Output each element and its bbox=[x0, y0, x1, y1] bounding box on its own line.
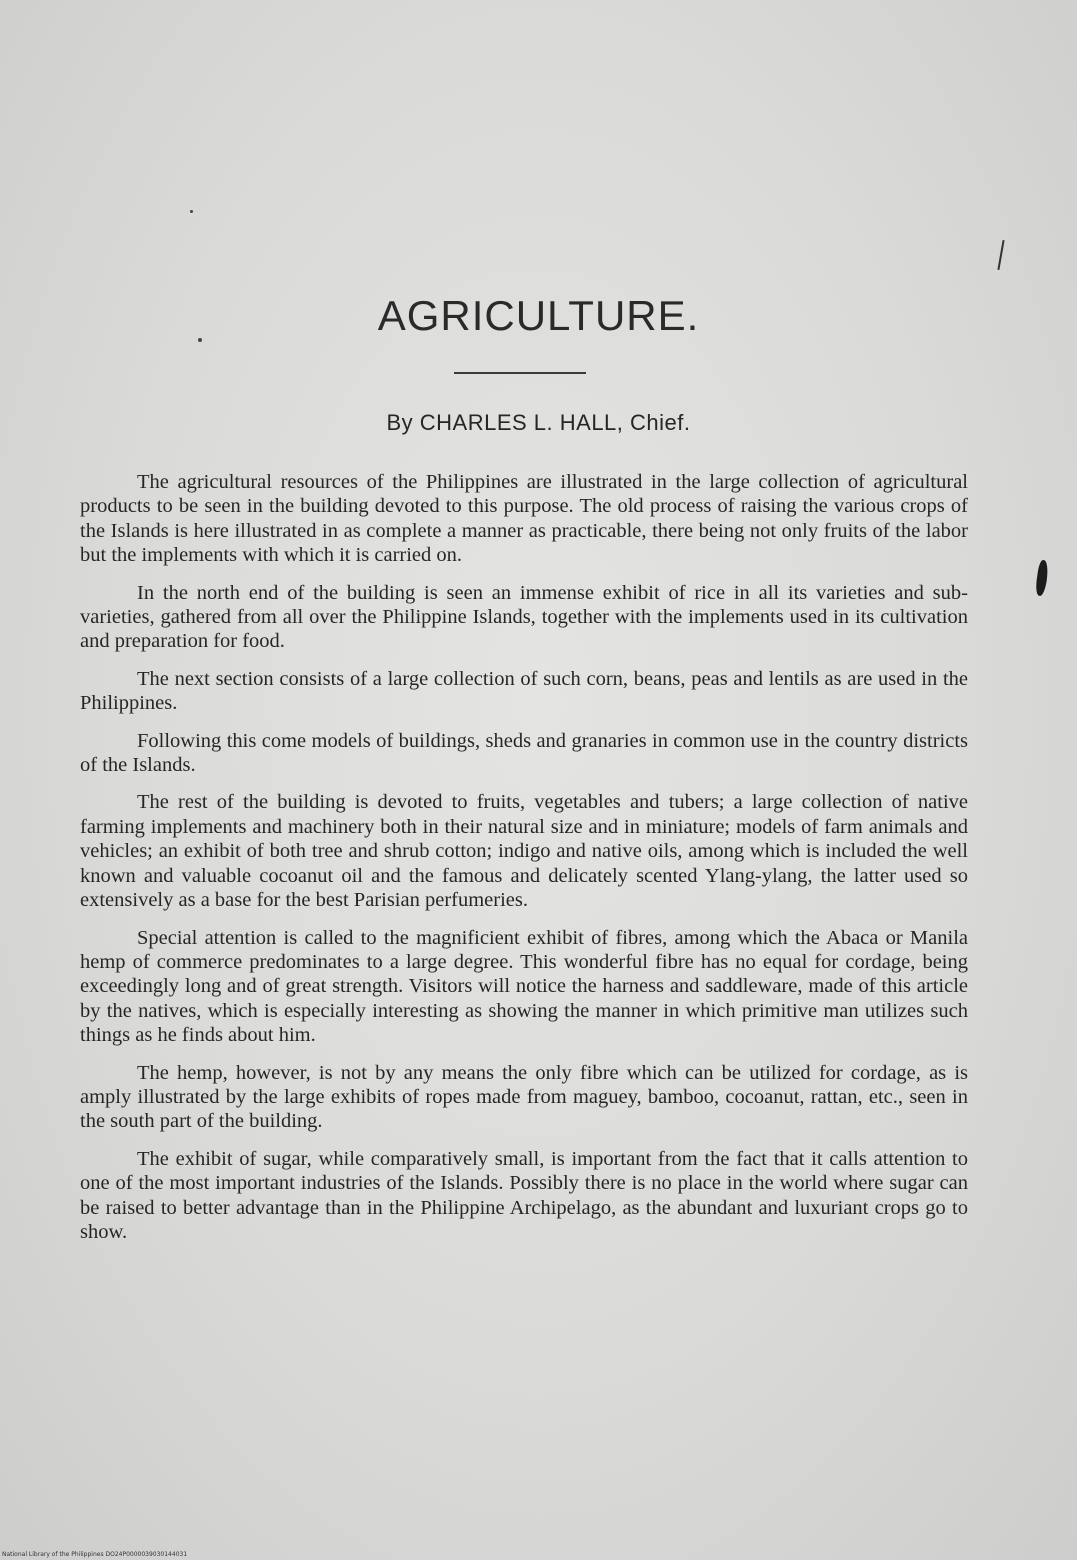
ink-blot bbox=[1035, 559, 1050, 596]
title-divider bbox=[454, 372, 586, 374]
paragraph: The agricultural resources of the Philippines are illustrated in the large collection of agricultural products to be seen in the building devoted to this purpose. The old process of raising the various crops of the Islands is here illustrated in as complete a manner as practicable, there being not only fruits of the labor but the implements with which it is carried on. bbox=[80, 471, 968, 567]
article-body bbox=[80, 470, 968, 1257]
paragraph: The exhibit of sugar, while comparatively small, is important from the fact that it calls attention to one of the most important industries of the Islands. Possibly there is no place in the world where sugar can be raised to better advantage than in the Philippine Archipelago, as the abundant and luxuriant crops go to show. bbox=[80, 1147, 968, 1243]
paragraph: The next section consists of a large collection of such corn, beans, peas and lentils as are used in the Philippines. bbox=[80, 667, 968, 715]
scan-footer: National Library of the Philippines DO24P0000039030144031 bbox=[2, 1551, 188, 1558]
author-byline: By CHARLES L. HALL, Chief. bbox=[386, 410, 691, 435]
paragraph: The rest of the building is devoted to fruits, vegetables and tubers; a large collection of native farming implements and machinery both in their natural size and in miniature; models of farm animals and vehicles; an exhibit of both tree and shrub cotton; indigo and native oils, among which is included the well known and valuable cocoanut oil and the famous and delicately scented Ylang-ylang, the latter used so extensively as a base for the best Parisian perfumeries. bbox=[80, 791, 968, 912]
paragraph: In the north end of the building is seen an immense exhibit of rice in all its varieties and sub-varieties, gathered from all over the Philippine Islands, together with the implements used in its cultivation and preparation for food. bbox=[80, 581, 968, 653]
paragraph: Following this come models of buildings, sheds and granaries in common use in the country districts of the Islands. bbox=[80, 729, 968, 777]
page-title: AGRICULTURE. bbox=[377, 292, 700, 339]
paragraph: Special attention is called to the magnificient exhibit of fibres, among which the Abaca or Manila hemp of commerce predominates to a large degree. This wonderful fibre has no equal for cordage, being exceedingly long and of great strength. Visitors will notice the harness and saddleware, made of this article by the natives, which is especially interesting as showing the manner in which primitive man utilizes such things as he finds about him. bbox=[80, 926, 968, 1047]
paragraph: The hemp, however, is not by any means the only fibre which can be utilized for cordage, as is amply illustrated by the large exhibits of ropes made from maguey, bamboo, cocoanut, rattan, etc., seen in the south part of the building. bbox=[80, 1061, 968, 1133]
speck bbox=[190, 210, 193, 213]
margin-mark bbox=[997, 240, 1004, 270]
